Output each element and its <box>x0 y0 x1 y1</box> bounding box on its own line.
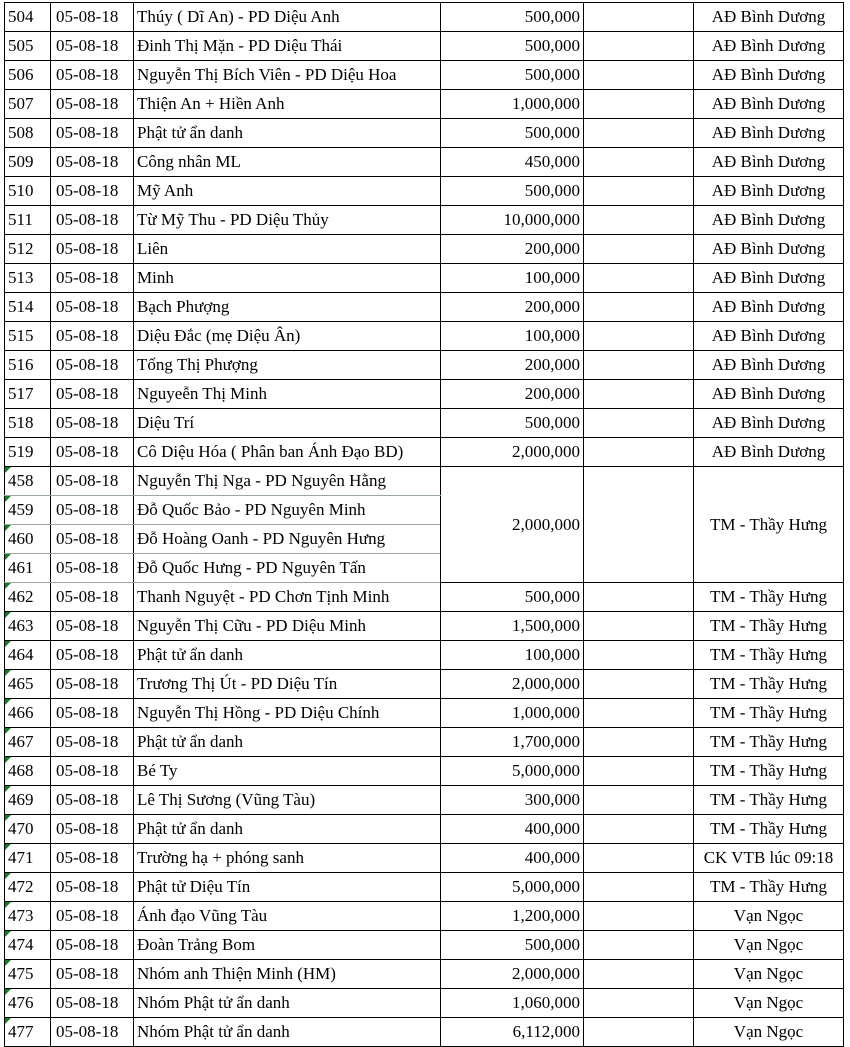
row-date: 05-08-18 <box>51 90 134 119</box>
row-empty-cell <box>584 641 694 670</box>
row-number: 518 <box>5 409 51 438</box>
row-empty-cell <box>584 148 694 177</box>
row-amount: 500,000 <box>441 61 584 90</box>
row-name: Từ Mỹ Thu - PD Diệu Thủy <box>134 206 441 235</box>
row-number: 470 <box>5 815 51 844</box>
row-empty-cell <box>584 757 694 786</box>
row-name: Diệu Trí <box>134 409 441 438</box>
row-note: TM - Thầy Hưng <box>694 641 844 670</box>
row-date: 05-08-18 <box>51 554 134 583</box>
row-name: Diệu Đắc (mẹ Diệu Ân) <box>134 322 441 351</box>
row-name: Tống Thị Phượng <box>134 351 441 380</box>
row-note: Vạn Ngọc <box>694 989 844 1018</box>
row-number: 504 <box>5 3 51 32</box>
row-name: Trường hạ + phóng sanh <box>134 844 441 873</box>
row-amount: 2,000,000 <box>441 960 584 989</box>
table-row <box>5 583 844 612</box>
row-note: TM - Thầy Hưng <box>694 757 844 786</box>
row-empty-cell <box>584 786 694 815</box>
row-name: Liên <box>134 235 441 264</box>
row-date: 05-08-18 <box>51 467 134 496</box>
group-empty-cell <box>584 467 694 583</box>
row-number: 460 <box>5 525 51 554</box>
row-amount: 100,000 <box>441 322 584 351</box>
row-empty-cell <box>584 583 694 612</box>
row-empty-cell <box>584 409 694 438</box>
row-note: AĐ Bình Dương <box>694 90 844 119</box>
row-date: 05-08-18 <box>51 264 134 293</box>
row-amount: 200,000 <box>441 293 584 322</box>
row-name: Đỗ Quốc Bảo - PD Nguyên Minh <box>134 496 441 525</box>
row-amount: 200,000 <box>441 380 584 409</box>
row-number: 508 <box>5 119 51 148</box>
row-name: Thiện An + Hiền Anh <box>134 90 441 119</box>
row-number: 476 <box>5 989 51 1018</box>
row-amount: 1,700,000 <box>441 728 584 757</box>
row-number: 469 <box>5 786 51 815</box>
row-date: 05-08-18 <box>51 931 134 960</box>
row-empty-cell <box>584 206 694 235</box>
row-number: 509 <box>5 148 51 177</box>
row-amount: 10,000,000 <box>441 206 584 235</box>
row-date: 05-08-18 <box>51 902 134 931</box>
row-date: 05-08-18 <box>51 32 134 61</box>
row-amount: 1,000,000 <box>441 699 584 728</box>
row-name: Phật tử ẩn danh <box>134 728 441 757</box>
row-date: 05-08-18 <box>51 148 134 177</box>
row-note: TM - Thầy Hưng <box>694 815 844 844</box>
table-row <box>5 264 844 293</box>
row-date: 05-08-18 <box>51 1018 134 1047</box>
row-number: 511 <box>5 206 51 235</box>
row-number: 519 <box>5 438 51 467</box>
row-note: AĐ Bình Dương <box>694 409 844 438</box>
table-row <box>5 438 844 467</box>
row-date: 05-08-18 <box>51 177 134 206</box>
row-note: AĐ Bình Dương <box>694 148 844 177</box>
row-date: 05-08-18 <box>51 989 134 1018</box>
row-amount: 500,000 <box>441 583 584 612</box>
row-note: AĐ Bình Dương <box>694 380 844 409</box>
row-note: AĐ Bình Dương <box>694 351 844 380</box>
row-note: AĐ Bình Dương <box>694 438 844 467</box>
row-note: TM - Thầy Hưng <box>694 583 844 612</box>
row-amount: 500,000 <box>441 3 584 32</box>
row-empty-cell <box>584 90 694 119</box>
table-row <box>5 351 844 380</box>
row-amount: 500,000 <box>441 177 584 206</box>
row-number: 459 <box>5 496 51 525</box>
row-empty-cell <box>584 844 694 873</box>
row-date: 05-08-18 <box>51 786 134 815</box>
row-note: AĐ Bình Dương <box>694 32 844 61</box>
row-date: 05-08-18 <box>51 844 134 873</box>
row-empty-cell <box>584 119 694 148</box>
row-name: Nhóm anh Thiện Minh (HM) <box>134 960 441 989</box>
table-row <box>5 699 844 728</box>
row-empty-cell <box>584 612 694 641</box>
row-name: Nguyễn Thị Cữu - PD Diệu Minh <box>134 612 441 641</box>
row-date: 05-08-18 <box>51 3 134 32</box>
row-date: 05-08-18 <box>51 525 134 554</box>
row-note: AĐ Bình Dương <box>694 293 844 322</box>
row-name: Thanh Nguyệt - PD Chơn Tịnh Minh <box>134 583 441 612</box>
row-name: Nguyeễn Thị Minh <box>134 380 441 409</box>
table-row <box>5 670 844 699</box>
row-number: 477 <box>5 1018 51 1047</box>
row-empty-cell <box>584 960 694 989</box>
row-amount: 450,000 <box>441 148 584 177</box>
row-amount: 200,000 <box>441 351 584 380</box>
table-row <box>5 467 844 496</box>
table-row <box>5 206 844 235</box>
row-date: 05-08-18 <box>51 119 134 148</box>
row-amount: 500,000 <box>441 119 584 148</box>
row-empty-cell <box>584 670 694 699</box>
row-name: Đỗ Quốc Hưng - PD Nguyên Tấn <box>134 554 441 583</box>
row-number: 475 <box>5 960 51 989</box>
row-number: 474 <box>5 931 51 960</box>
row-amount: 2,000,000 <box>441 438 584 467</box>
row-date: 05-08-18 <box>51 380 134 409</box>
table-row <box>5 293 844 322</box>
row-note: AĐ Bình Dương <box>694 235 844 264</box>
row-date: 05-08-18 <box>51 235 134 264</box>
table-row <box>5 61 844 90</box>
row-note: TM - Thầy Hưng <box>694 699 844 728</box>
table-row <box>5 409 844 438</box>
table-row <box>5 1018 844 1047</box>
table-row <box>5 177 844 206</box>
row-number: 464 <box>5 641 51 670</box>
row-date: 05-08-18 <box>51 583 134 612</box>
row-empty-cell <box>584 873 694 902</box>
row-name: Đoàn Trảng Bom <box>134 931 441 960</box>
table-row <box>5 931 844 960</box>
row-name: Ánh đạo Vũng Tàu <box>134 902 441 931</box>
row-number: 458 <box>5 467 51 496</box>
row-empty-cell <box>584 293 694 322</box>
row-note: AĐ Bình Dương <box>694 177 844 206</box>
row-name: Phật tử Diệu Tín <box>134 873 441 902</box>
table-row <box>5 119 844 148</box>
row-note: Vạn Ngọc <box>694 902 844 931</box>
row-amount: 5,000,000 <box>441 757 584 786</box>
row-amount: 500,000 <box>441 931 584 960</box>
row-note: AĐ Bình Dương <box>694 206 844 235</box>
table-row <box>5 989 844 1018</box>
row-note: Vạn Ngọc <box>694 1018 844 1047</box>
row-date: 05-08-18 <box>51 61 134 90</box>
row-empty-cell <box>584 438 694 467</box>
table-row <box>5 873 844 902</box>
row-amount: 2,000,000 <box>441 670 584 699</box>
row-name: Bạch Phượng <box>134 293 441 322</box>
row-empty-cell <box>584 699 694 728</box>
row-name: Nguyễn Thị Hồng - PD Diệu Chính <box>134 699 441 728</box>
row-name: Lê Thị Sương (Vũng Tàu) <box>134 786 441 815</box>
row-note: TM - Thầy Hưng <box>694 786 844 815</box>
row-empty-cell <box>584 380 694 409</box>
row-date: 05-08-18 <box>51 612 134 641</box>
row-amount: 6,112,000 <box>441 1018 584 1047</box>
row-amount: 1,000,000 <box>441 90 584 119</box>
row-name: Trương Thị Út - PD Diệu Tín <box>134 670 441 699</box>
row-number: 517 <box>5 380 51 409</box>
row-number: 510 <box>5 177 51 206</box>
row-date: 05-08-18 <box>51 409 134 438</box>
row-empty-cell <box>584 322 694 351</box>
table-row <box>5 148 844 177</box>
row-name: Nhóm Phật tử ẩn danh <box>134 989 441 1018</box>
row-amount: 5,000,000 <box>441 873 584 902</box>
row-name: Nguyễn Thị Bích Viên - PD Diệu Hoa <box>134 61 441 90</box>
row-name: Phật tử ẩn danh <box>134 119 441 148</box>
row-amount: 400,000 <box>441 815 584 844</box>
row-number: 468 <box>5 757 51 786</box>
row-empty-cell <box>584 902 694 931</box>
row-name: Nguyễn Thị Nga - PD Nguyên Hằng <box>134 467 441 496</box>
row-date: 05-08-18 <box>51 728 134 757</box>
table-row <box>5 32 844 61</box>
row-amount: 1,500,000 <box>441 612 584 641</box>
row-note: TM - Thầy Hưng <box>694 728 844 757</box>
row-number: 463 <box>5 612 51 641</box>
row-note: AĐ Bình Dương <box>694 322 844 351</box>
row-name: Đinh Thị Mặn - PD Diệu Thái <box>134 32 441 61</box>
donation-table-body <box>5 3 844 1047</box>
row-number: 507 <box>5 90 51 119</box>
row-number: 516 <box>5 351 51 380</box>
table-row <box>5 757 844 786</box>
row-empty-cell <box>584 931 694 960</box>
row-empty-cell <box>584 989 694 1018</box>
row-date: 05-08-18 <box>51 670 134 699</box>
row-note: Vạn Ngọc <box>694 960 844 989</box>
row-name: Minh <box>134 264 441 293</box>
row-number: 471 <box>5 844 51 873</box>
row-number: 513 <box>5 264 51 293</box>
row-number: 472 <box>5 873 51 902</box>
row-name: Phật tử ẩn danh <box>134 815 441 844</box>
row-amount: 1,200,000 <box>441 902 584 931</box>
table-row <box>5 235 844 264</box>
row-note: TM - Thầy Hưng <box>694 873 844 902</box>
row-name: Bé Ty <box>134 757 441 786</box>
row-date: 05-08-18 <box>51 641 134 670</box>
row-amount: 300,000 <box>441 786 584 815</box>
row-note: AĐ Bình Dương <box>694 3 844 32</box>
table-row <box>5 380 844 409</box>
table-row <box>5 960 844 989</box>
row-name: Đỗ Hoàng Oanh - PD Nguyên Hưng <box>134 525 441 554</box>
row-name: Công nhân ML <box>134 148 441 177</box>
table-row <box>5 728 844 757</box>
row-note: Vạn Ngọc <box>694 931 844 960</box>
row-name: Phật tử ẩn danh <box>134 641 441 670</box>
table-row <box>5 786 844 815</box>
row-note: AĐ Bình Dương <box>694 61 844 90</box>
row-number: 506 <box>5 61 51 90</box>
table-row <box>5 3 844 32</box>
row-date: 05-08-18 <box>51 699 134 728</box>
row-note: TM - Thầy Hưng <box>694 670 844 699</box>
row-number: 512 <box>5 235 51 264</box>
row-empty-cell <box>584 728 694 757</box>
row-empty-cell <box>584 177 694 206</box>
row-date: 05-08-18 <box>51 873 134 902</box>
row-date: 05-08-18 <box>51 351 134 380</box>
row-date: 05-08-18 <box>51 496 134 525</box>
row-amount: 500,000 <box>441 409 584 438</box>
row-empty-cell <box>584 61 694 90</box>
row-empty-cell <box>584 1018 694 1047</box>
row-number: 466 <box>5 699 51 728</box>
row-date: 05-08-18 <box>51 815 134 844</box>
row-number: 462 <box>5 583 51 612</box>
row-number: 473 <box>5 902 51 931</box>
donation-table <box>4 2 844 1047</box>
row-amount: 1,060,000 <box>441 989 584 1018</box>
table-row <box>5 612 844 641</box>
table-row <box>5 322 844 351</box>
row-number: 461 <box>5 554 51 583</box>
row-date: 05-08-18 <box>51 206 134 235</box>
row-amount: 200,000 <box>441 235 584 264</box>
row-number: 465 <box>5 670 51 699</box>
row-date: 05-08-18 <box>51 438 134 467</box>
row-empty-cell <box>584 32 694 61</box>
row-number: 505 <box>5 32 51 61</box>
row-empty-cell <box>584 235 694 264</box>
row-date: 05-08-18 <box>51 293 134 322</box>
table-row <box>5 641 844 670</box>
group-amount: 2,000,000 <box>441 467 584 583</box>
row-amount: 100,000 <box>441 641 584 670</box>
table-row <box>5 902 844 931</box>
row-note: AĐ Bình Dương <box>694 264 844 293</box>
row-name: Cô Diệu Hóa ( Phân ban Ánh Đạo BD) <box>134 438 441 467</box>
row-amount: 500,000 <box>441 32 584 61</box>
row-note: CK VTB lúc 09:18 <box>694 844 844 873</box>
row-name: Nhóm Phật tử ẩn danh <box>134 1018 441 1047</box>
row-empty-cell <box>584 3 694 32</box>
row-amount: 100,000 <box>441 264 584 293</box>
row-date: 05-08-18 <box>51 757 134 786</box>
row-number: 515 <box>5 322 51 351</box>
row-note: TM - Thầy Hưng <box>694 612 844 641</box>
group-note: TM - Thầy Hưng <box>694 467 844 583</box>
row-empty-cell <box>584 351 694 380</box>
row-number: 467 <box>5 728 51 757</box>
table-row <box>5 844 844 873</box>
table-row <box>5 815 844 844</box>
row-empty-cell <box>584 264 694 293</box>
table-row <box>5 90 844 119</box>
row-date: 05-08-18 <box>51 322 134 351</box>
row-name: Thúy ( Dĩ An) - PD Diệu Anh <box>134 3 441 32</box>
row-date: 05-08-18 <box>51 960 134 989</box>
row-empty-cell <box>584 815 694 844</box>
row-name: Mỹ Anh <box>134 177 441 206</box>
row-note: AĐ Bình Dương <box>694 119 844 148</box>
row-amount: 400,000 <box>441 844 584 873</box>
row-number: 514 <box>5 293 51 322</box>
